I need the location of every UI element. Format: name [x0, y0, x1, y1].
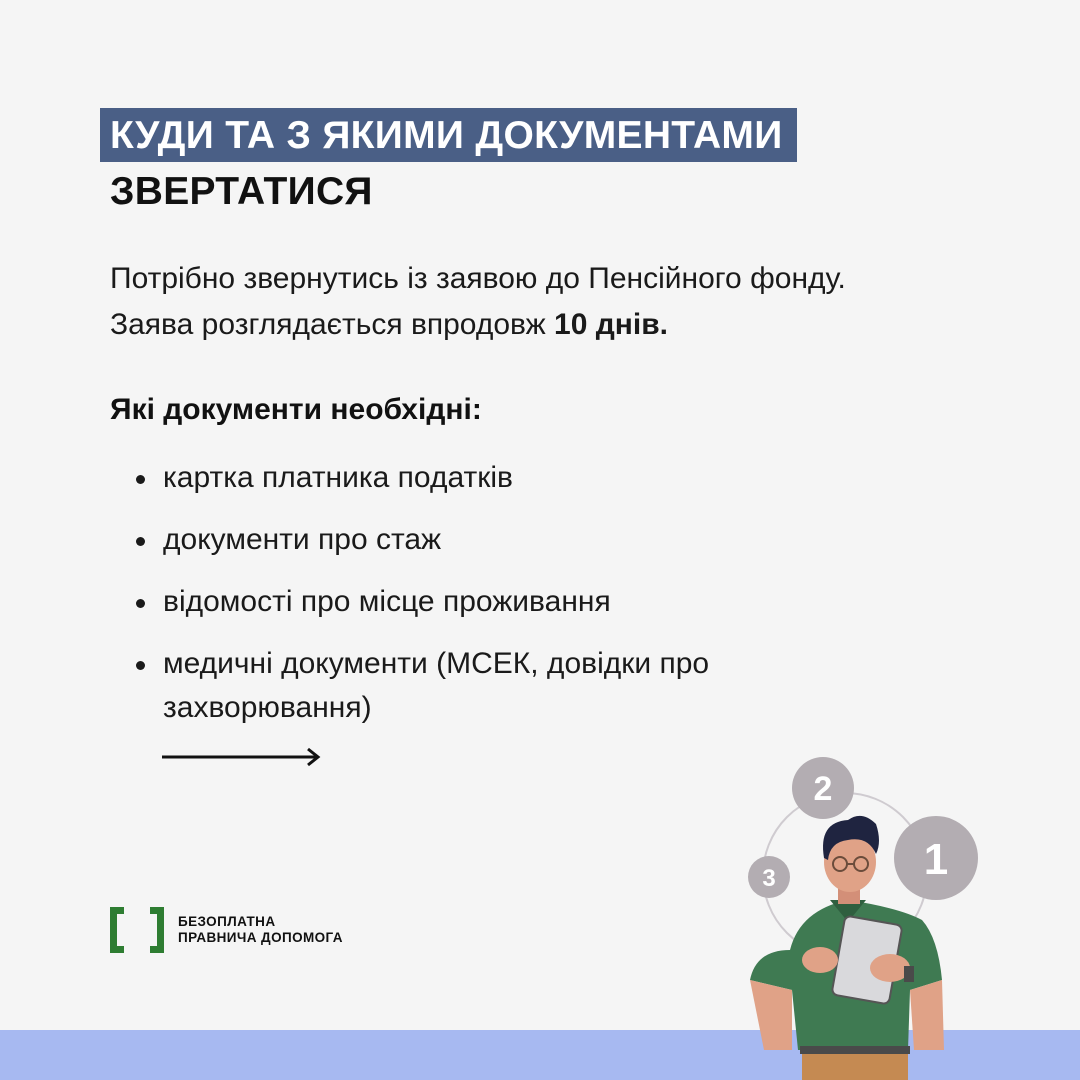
step-3-icon: [748, 856, 790, 898]
bullet-icon: [136, 537, 145, 546]
logo-text: [178, 914, 343, 946]
list-item: документи про стаж: [130, 518, 770, 562]
logo-line-2: ПРАВНИЧА ДОПОМОГА: [178, 930, 343, 945]
svg-text:1: 1: [923, 835, 949, 884]
intro-line-2-prefix: Заява розглядається впродовж: [110, 308, 555, 341]
svg-text:2: 2: [813, 770, 833, 808]
bullet-icon: [136, 599, 145, 608]
logo-line-1: БЕЗОПЛАТНА: [178, 914, 276, 929]
title-line-2: ЗВЕРТАТИСЯ: [110, 170, 373, 213]
intro-line-2: [110, 302, 846, 348]
step-2-icon: [792, 757, 854, 819]
list-item: медичні документи (МСЕК, довідки про захворювання): [130, 642, 770, 730]
bullet-icon: [136, 475, 145, 484]
review-period: 10 днів.: [554, 308, 669, 341]
intro-text: [110, 256, 846, 348]
intro-line-1: Потрібно звернутись із заявою до Пенсійного фонду.: [110, 262, 846, 295]
person-with-tablet-illustration: [730, 750, 1030, 1080]
title-line-1: КУДИ ТА З ЯКИМИ ДОКУМЕНТАМИ: [100, 108, 797, 162]
documents-heading: Які документи необхідні:: [110, 393, 482, 426]
svg-text:3: 3: [762, 865, 776, 892]
list-item: картка платника податків: [130, 456, 770, 500]
bullet-icon: [136, 661, 145, 670]
bracket-logo-icon: [108, 905, 166, 955]
arrow-right-icon: [162, 746, 324, 768]
logo: [108, 905, 343, 955]
documents-list: [130, 456, 770, 748]
step-1-icon: [894, 816, 978, 900]
list-item: відомості про місце проживання: [130, 580, 770, 624]
